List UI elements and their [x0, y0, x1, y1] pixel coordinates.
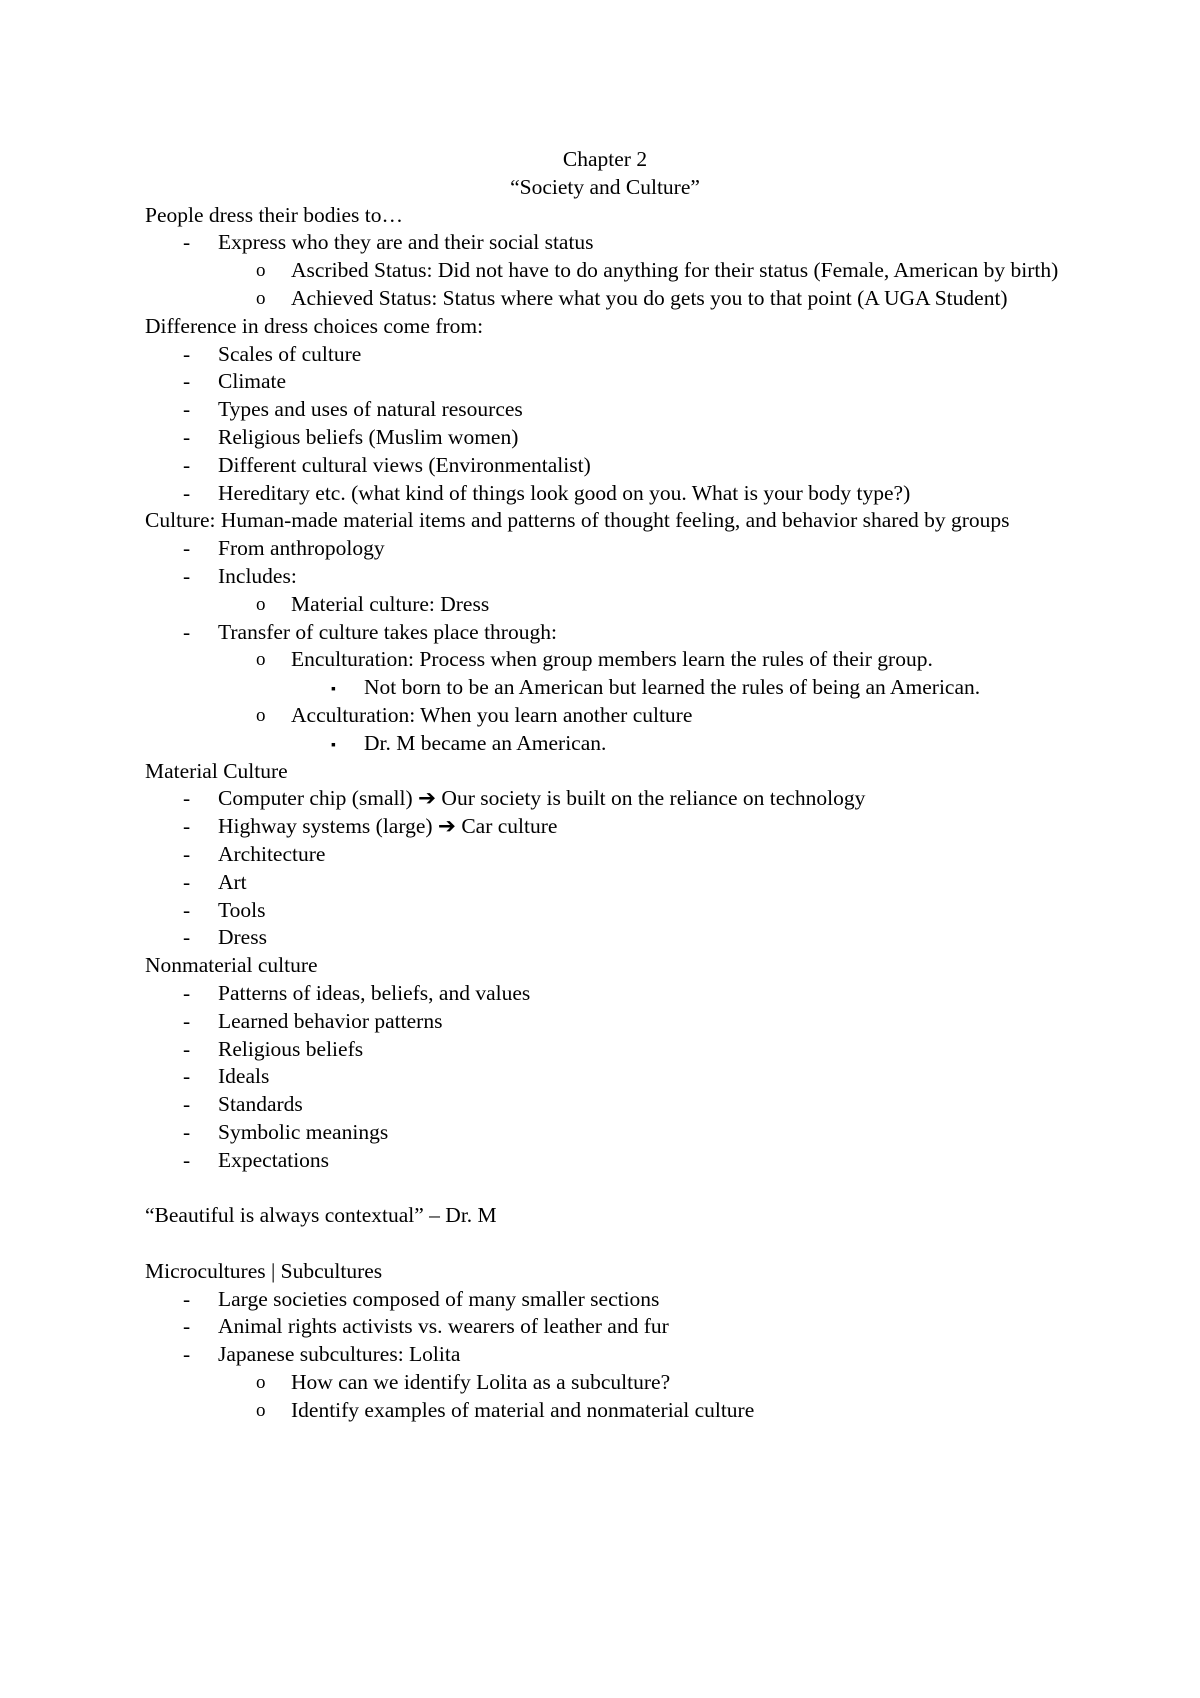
- list-item: [145, 229, 993, 257]
- line-text: Nonmaterial culture: [145, 953, 318, 978]
- dash-bullet-icon: -: [183, 341, 191, 366]
- list-item: [145, 368, 993, 396]
- list-item: [145, 257, 1065, 285]
- list-item: [145, 674, 1065, 702]
- list-item: [145, 1036, 993, 1064]
- line-text: Material Culture: [145, 758, 288, 783]
- list-item: [145, 1091, 993, 1119]
- line-text: Microcultures | Subcultures: [145, 1258, 383, 1283]
- dash-bullet-icon: -: [183, 424, 191, 449]
- dash-bullet-icon: -: [183, 1342, 191, 1367]
- dash-bullet-icon: -: [183, 619, 191, 644]
- line-text: Climate: [218, 369, 287, 394]
- line-text: Ascribed Status: Did not have to do anything for their status (Female, American by birth): [291, 258, 1059, 283]
- list-item: [145, 1341, 993, 1369]
- page-subtitle: “Society and Culture”: [510, 174, 700, 199]
- line-text: Symbolic meanings: [218, 1119, 389, 1144]
- dash-bullet-icon: -: [183, 869, 191, 894]
- dash-bullet-icon: -: [183, 980, 191, 1005]
- dash-bullet-icon: -: [183, 1064, 191, 1089]
- line-text: Different cultural views (Environmentalist): [218, 452, 591, 477]
- list-item: [145, 285, 1065, 313]
- line-text: Identify examples of material and nonmaterial culture: [291, 1397, 755, 1422]
- line-text: Scales of culture: [218, 341, 362, 366]
- line-text: Includes:: [218, 563, 297, 588]
- line-text: Material culture: Dress: [291, 591, 490, 616]
- dash-bullet-icon: -: [183, 536, 191, 561]
- list-item: [145, 841, 993, 869]
- circle-bullet-icon: o: [256, 1399, 266, 1421]
- circle-bullet-icon: o: [256, 704, 266, 726]
- dash-bullet-icon: -: [183, 1286, 191, 1311]
- dash-bullet-icon: -: [183, 1119, 191, 1144]
- document-body: [145, 146, 1065, 1425]
- line-text: Large societies composed of many smaller sections: [218, 1286, 660, 1311]
- square-bullet-icon: ▪: [331, 682, 336, 698]
- list-item: [145, 424, 993, 452]
- list-item: [145, 1008, 993, 1036]
- dash-bullet-icon: -: [183, 814, 191, 839]
- line-text: Not born to be an American but learned the rules of being an American.: [364, 675, 981, 700]
- line-text: Art: [218, 869, 247, 894]
- line-text: Highway systems (large) ➔ Car culture: [218, 814, 558, 839]
- line-text: Enculturation: Process when group members learn the rules of their group.: [291, 647, 933, 672]
- list-item: [145, 924, 993, 952]
- line-text: Expectations: [218, 1147, 330, 1172]
- line-text: Types and uses of natural resources: [218, 397, 523, 422]
- line-text: Dr. M became an American.: [364, 730, 607, 755]
- dash-bullet-icon: -: [183, 1314, 191, 1339]
- line-text: Transfer of culture takes place through:: [218, 619, 557, 644]
- blank-line: [145, 1174, 1065, 1202]
- dash-bullet-icon: -: [183, 563, 191, 588]
- section-heading: [145, 952, 1065, 980]
- list-item: [145, 1063, 993, 1091]
- dash-bullet-icon: -: [183, 397, 191, 422]
- section-heading: [145, 507, 1065, 535]
- dash-bullet-icon: -: [183, 1092, 191, 1117]
- line-text: Standards: [218, 1092, 303, 1117]
- list-item: [145, 702, 1065, 730]
- page-title: Chapter 2: [562, 147, 648, 171]
- line-text: Learned behavior patterns: [218, 1008, 443, 1033]
- list-item: [145, 980, 993, 1008]
- dash-bullet-icon: -: [183, 786, 191, 811]
- square-bullet-icon: ▪: [331, 737, 336, 753]
- line-text: People dress their bodies to…: [145, 202, 403, 227]
- line-text: Tools: [218, 897, 266, 922]
- line-text: Culture: Human-made material items and patterns of thought feeling, and behavior shared by groups: [145, 508, 1010, 533]
- dash-bullet-icon: -: [183, 1036, 191, 1061]
- circle-bullet-icon: o: [256, 593, 266, 615]
- circle-bullet-icon: o: [256, 649, 266, 671]
- dash-bullet-icon: -: [183, 230, 191, 255]
- blank-line: [145, 1230, 1065, 1258]
- section-heading: [145, 1202, 1065, 1230]
- list-item: [145, 341, 993, 369]
- line-text: How can we identify Lolita as a subculture?: [291, 1370, 671, 1395]
- section-heading: [145, 202, 1065, 230]
- dash-bullet-icon: -: [183, 369, 191, 394]
- line-text: Ideals: [218, 1064, 270, 1089]
- line-text: Architecture: [218, 841, 326, 866]
- line-text: Japanese subcultures: Lolita: [218, 1342, 461, 1367]
- dash-bullet-icon: -: [183, 1147, 191, 1172]
- notes-list: [145, 202, 1065, 1425]
- dash-bullet-icon: -: [183, 897, 191, 922]
- list-item: [145, 813, 993, 841]
- list-item: [145, 591, 1065, 619]
- list-item: [145, 897, 993, 925]
- list-item: [145, 1286, 993, 1314]
- line-text: Animal rights activists vs. wearers of leather and fur: [218, 1314, 669, 1339]
- dash-bullet-icon: -: [183, 1008, 191, 1033]
- dash-bullet-icon: -: [183, 925, 191, 950]
- list-item: [145, 535, 993, 563]
- dash-bullet-icon: -: [183, 480, 191, 505]
- line-text: Express who they are and their social status: [218, 230, 594, 255]
- list-item: [145, 563, 993, 591]
- list-item: [145, 869, 993, 897]
- line-text: Achieved Status: Status where what you do gets you to that point (A UGA Student): [291, 285, 1008, 310]
- list-item: [145, 646, 1065, 674]
- line-text: Religious beliefs: [218, 1036, 364, 1061]
- list-item: [145, 452, 993, 480]
- list-item: [145, 1369, 1065, 1397]
- circle-bullet-icon: o: [256, 1372, 266, 1394]
- line-text: Dress: [218, 925, 267, 950]
- list-item: [145, 730, 1065, 758]
- list-item: [145, 785, 993, 813]
- list-item: [145, 480, 993, 508]
- list-item: [145, 1313, 993, 1341]
- list-item: [145, 1119, 993, 1147]
- line-text: From anthropology: [218, 536, 385, 561]
- line-text: Computer chip (small) ➔ Our society is built on the reliance on technology: [218, 786, 866, 811]
- line-text: Hereditary etc. (what kind of things look good on you. What is your body type?): [218, 480, 911, 505]
- line-text: Difference in dress choices come from:: [145, 313, 484, 338]
- dash-bullet-icon: -: [183, 452, 191, 477]
- line-text: “Beautiful is always contextual” – Dr. M: [145, 1203, 497, 1228]
- circle-bullet-icon: o: [256, 260, 266, 282]
- section-heading: [145, 1258, 1065, 1286]
- list-item: [145, 1147, 993, 1175]
- line-text: Acculturation: When you learn another culture: [291, 702, 693, 727]
- dash-bullet-icon: -: [183, 841, 191, 866]
- section-heading: [145, 313, 1065, 341]
- line-text: Patterns of ideas, beliefs, and values: [218, 980, 531, 1005]
- list-item: [145, 1397, 1065, 1425]
- list-item: [145, 619, 993, 647]
- section-heading: [145, 758, 1065, 786]
- list-item: [145, 396, 993, 424]
- line-text: Religious beliefs (Muslim women): [218, 424, 519, 449]
- circle-bullet-icon: o: [256, 287, 266, 309]
